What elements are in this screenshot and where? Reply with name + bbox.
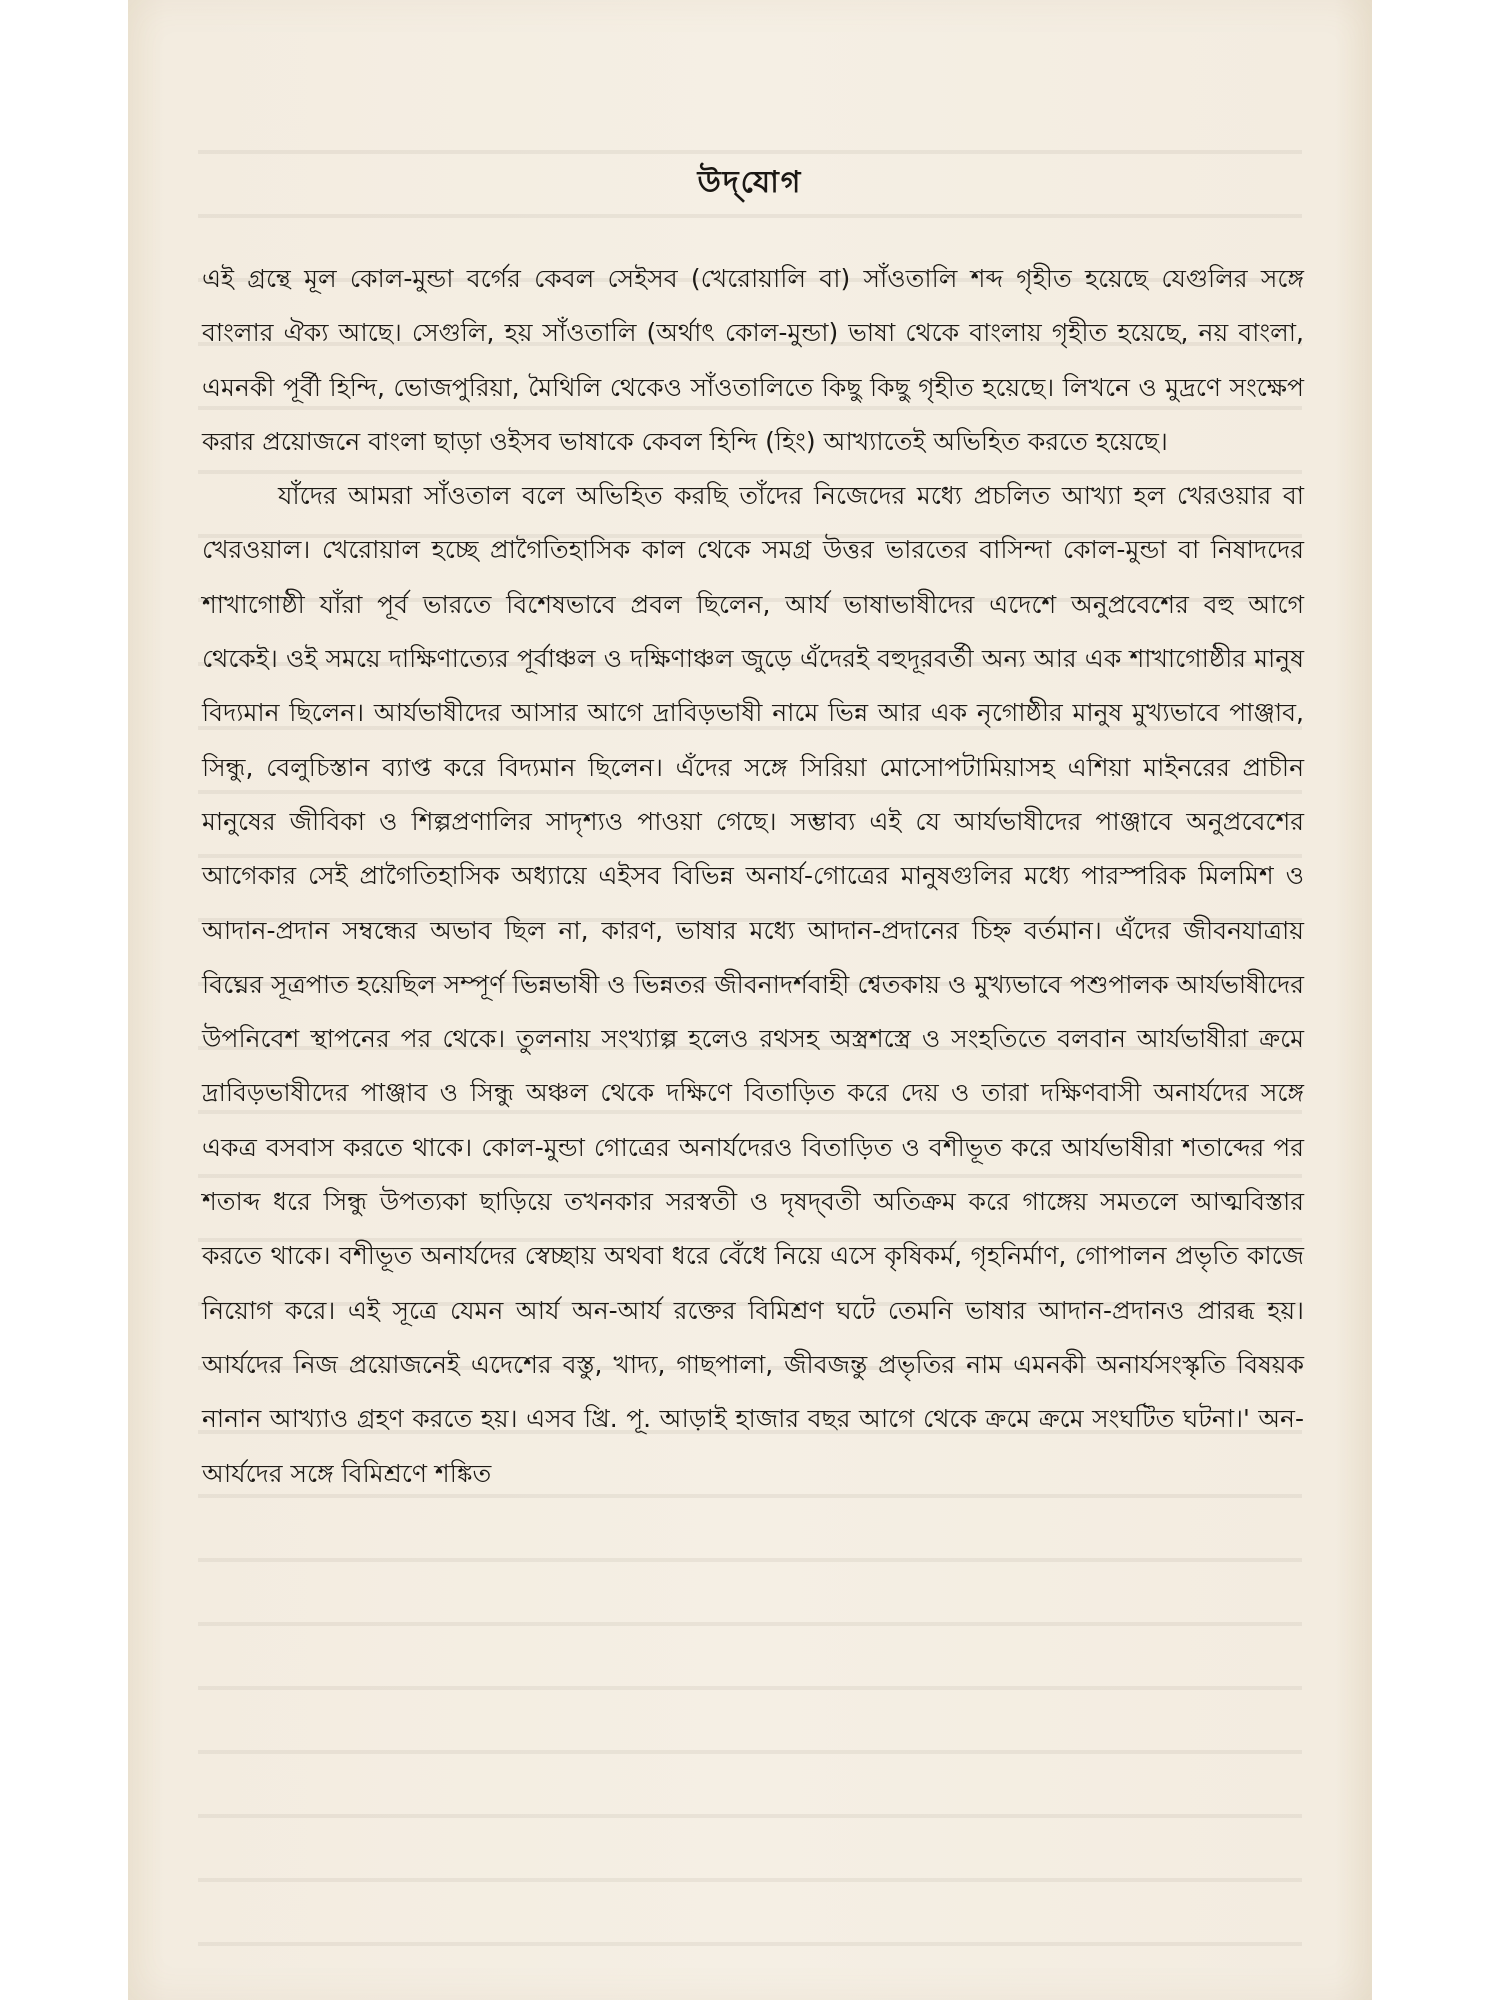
book-page xyxy=(128,0,1372,2000)
paragraph-1: এই গ্রন্থে মূল কোল-মুন্ডা বর্গের কেবল সেইসব (খেরোয়ালি বা) সাঁওতালি শব্দ গৃহীত হয়েছে যেগুলির সঙ্গে বাংলার ঐক্য আছে। সেগুলি, হয় সাঁওতালি (অর্থাৎ কোল-মুন্ডা) ভাষা থেকে বাংলায় গৃহীত হয়েছে, নয় বাংলা, এমনকী পূর্বী হিন্দি, ভোজপুরিয়া, মৈথিলি থেকেও সাঁওতালিতে কিছু কিছু গৃহীত হয়েছে। লিখনে ও মুদ্রণে সংক্ষেপ করার প্রয়োজনে বাংলা ছাড়া ওইসব ভাষাকে কেবল হিন্দি (হিং) আখ্যাতেই অভিহিত করতে হয়েছে। xyxy=(202,264,1304,456)
section-title: উদ্‌যোগ xyxy=(697,165,803,200)
body-text xyxy=(202,252,1304,1501)
paragraph-2: যাঁদের আমরা সাঁওতাল বলে অভিহিত করছি তাঁদের নিজেদের মধ্যে প্রচলিত আখ্যা হল খেরওয়ার বা খেরওয়াল। খেরোয়াল হচ্ছে প্রাগৈতিহাসিক কাল থেকে সমগ্র উত্তর ভারতের বাসিন্দা কোল-মুন্ডা বা নিষাদদের শাখাগোষ্ঠী যাঁরা পূর্ব ভারতে বিশেষভাবে প্রবল ছিলেন, আর্য ভাষাভাষীদের এদেশে অনুপ্রবেশের বহু আগে থেকেই। ওই সময়ে দাক্ষিণাত্যের পূর্বাঞ্চল ও দক্ষিণাঞ্চল জুড়ে এঁদেরই বহুদূরবর্তী অন্য আর এক শাখাগোষ্ঠীর মানুষ বিদ্যমান ছিলেন। আর্যভাষীদের আসার আগে দ্রাবিড়ভাষী নামে ভিন্ন আর এক নৃগোষ্ঠীর মানুষ মুখ্যভাবে পাঞ্জাব, সিন্ধু, বেলুচিস্তান ব্যাপ্ত করে বিদ্যমান ছিলেন। এঁদের সঙ্গে সিরিয়া মোসোপটামিয়াসহ এশিয়া মাইনরের প্রাচীন মানুষের জীবিকা ও শিল্পপ্রণালির সাদৃশ্যও পাওয়া গেছে। সম্ভাব্য এই যে আর্যভাষীদের পাঞ্জাবে অনুপ্রবেশের আগেকার সেই প্রাগৈতিহাসিক অধ্যায়ে এইসব বিভিন্ন অনার্য-গোত্রের মানুষগুলির মধ্যে পারস্পরিক মিলমিশ ও আদান-প্রদান সম্বন্ধের অভাব ছিল না, কারণ, ভাষার মধ্যে আদান-প্রদানের চিহ্ন বর্তমান। এঁদের জীবনযাত্রায় বিঘ্নের সূত্রপাত হয়েছিল সম্পূর্ণ ভিন্নভাষী ও ভিন্নতর জীবনাদর্শবাহী শ্বেতকায় ও মুখ্যভাবে পশুপালক আর্যভাষীদের উপনিবেশ স্থাপনের পর থেকে। তুলনায় সংখ্যাল্প হলেও রথসহ অস্ত্রশস্ত্রে ও সংহতিতে বলবান আর্যভাষীরা ক্রমে দ্রাবিড়ভাষীদের পাঞ্জাব ও সিন্ধু অঞ্চল থেকে দক্ষিণে বিতাড়িত করে দেয় ও তারা দক্ষিণবাসী অনার্যদের সঙ্গে একত্র বসবাস করতে থাকে। কোল-মুন্ডা গোত্রের অনার্যদেরও বিতাড়িত ও বশীভূত করে আর্যভাষীরা শতাব্দের পর শতাব্দ ধরে সিন্ধু উপত্যকা ছাড়িয়ে তখনকার সরস্বতী ও দৃষদ্‌বতী অতিক্রম করে গাঙ্গেয় সমতলে আত্মবিস্তার করতে থাকে। বশীভূত অনার্যদের স্বেচ্ছায় অথবা ধরে বেঁধে নিয়ে এসে কৃষিকর্ম, গৃহনির্মাণ, গোপালন প্রভৃতি কাজে নিয়োগ করে। এই সূত্রে যেমন আর্য অন-আর্য রক্তের বিমিশ্রণ ঘটে তেমনি ভাষার আদান-প্রদানও প্রারব্ধ হয়। আর্যদের নিজ প্রয়োজনেই এদেশের বস্তু, খাদ্য, গাছপালা, জীবজন্তু প্রভৃতির নাম এমনকী অনার্যসংস্কৃতি বিষয়ক নানান আখ্যাও গ্রহণ করতে হয়। এসব খ্রি. পূ. আড়াই হাজার বছর আগে থেকে ক্রমে ক্রমে সংঘটিত ঘটনা।' অন-আর্যদের সঙ্গে বিমিশ্রণে শঙ্কিত xyxy=(202,481,1304,1488)
